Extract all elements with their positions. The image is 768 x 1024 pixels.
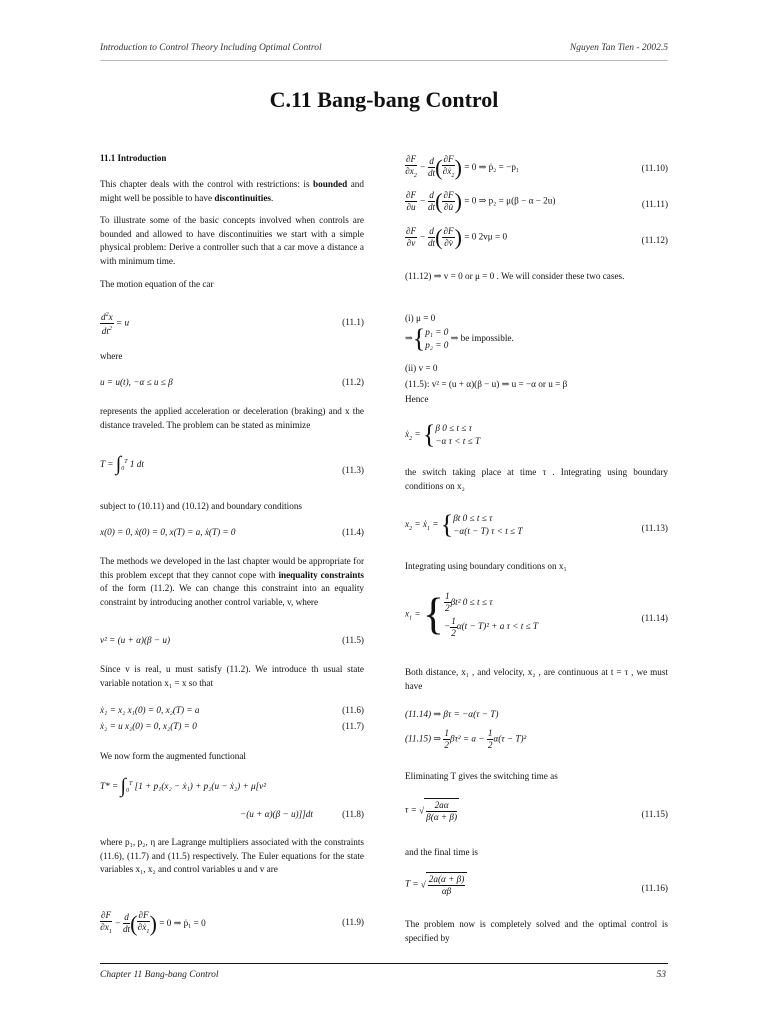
running-header-right: Nguyen Tan Tien - 2002.5 bbox=[569, 43, 668, 53]
equation-11-7: ẋ₂ = u x₂(0) = 0, x₂(T) = 0 (11.7) bbox=[100, 721, 364, 731]
continuity-eq-1: (11.14) ⇒ βτ = −α(τ − T) bbox=[405, 709, 499, 719]
equation-11-12: $\frac{\partial F}{\partial v}$ − $\frac{d}{dt}$ ( $\frac{\partial F}{\partial v̇}$ ) = 0 2vμ = 0 (11.12) bbox=[406, 224, 668, 250]
running-header-left: Introduction to Control Theory Including Optimal Control bbox=[100, 43, 322, 53]
footer-chapter: Chapter 11 Bang-bang Control bbox=[100, 970, 219, 980]
equation-11-5: v² = (u + α)(β − u) (11.5) bbox=[100, 635, 364, 645]
chapter-title: C.11 Bang-bang Control bbox=[269, 87, 499, 112]
case-i-system: ⇒{ p₁ = 0 p₂ = 0 ⇒ be impossible. bbox=[405, 324, 514, 353]
footer-rule bbox=[100, 963, 668, 964]
where-label-1: where bbox=[100, 351, 123, 361]
equation-11-16: T = √ $\frac{2a(\alpha + \beta)}{\alpha\beta}$ (11.16) bbox=[405, 874, 668, 896]
equation-11-13: $x_2$ = ẋ$_1$ = { βt 0 ≤ t ≤ τ −α(t − T) τ < t ≤ T (11.13) bbox=[405, 510, 668, 539]
equation-11-11: $\frac{\partial F}{\partial u}$ − $\frac{d}{dt}$ ( $\frac{\partial F}{\partial u̇}$ ) = 0 ⇒ p₂ = μ(β − α − 2u) (11.11) bbox=[406, 188, 668, 214]
paragraph-two-cases: (11.12) ⇒ v = 0 or μ = 0 . We will consider these two cases. bbox=[405, 271, 625, 281]
continuity-eq-2: (11.15) ⇒ $\frac{1}{2}$ βτ² = a − $\frac{1}{2}$ α(τ − T)² bbox=[405, 728, 527, 750]
paragraph-solved: The problem now is completely solved and the optimal control is specified by bbox=[405, 919, 668, 943]
paragraph-augmented: We now form the augmented functional bbox=[100, 751, 246, 761]
section-heading: 11.1 Introduction bbox=[100, 153, 167, 163]
hence-label: Hence bbox=[405, 394, 429, 404]
paragraph-final-time: and the final time is bbox=[405, 847, 478, 857]
paragraph-since-v: Since v is real, u must satisfy (11.2). We introduce th usual state variable notation x₁ = x so that bbox=[100, 664, 364, 688]
paragraph-intro: This chapter deals with the control with restrictions: is bounded and might well be possible to have discontinuities. bbox=[100, 179, 364, 203]
paragraph-continuous: Both distance, x₁ , and velocity, x₂ , are continuous at t = τ , we must have bbox=[405, 667, 668, 691]
x2dot-piecewise: ẋ$_2$ = { β 0 ≤ t ≤ τ −α τ < t ≤ T bbox=[405, 420, 481, 449]
paragraph-integrating-x1: Integrating using boundary conditions on x₁ bbox=[405, 561, 567, 571]
paragraph-represents: represents the applied acceleration or deceleration (braking) and x the distance traveled. The problem can be stated as minimize bbox=[100, 406, 364, 430]
equation-11-8: $T* = \int_0^T$ [1 + p₁(x₂ − ẋ₁) + p₂(u − ẋ₂) + μ[v² −(u + α)(β − u)]]dt (11.8) bbox=[100, 775, 364, 819]
header-rule bbox=[100, 60, 668, 61]
paragraph-motion: The motion equation of the car bbox=[100, 279, 214, 289]
equation-11-14: $x_1$ = { $\frac{1}{2}$ βt² 0 ≤ t ≤ τ − $\frac{1}{2}$ α(t − T)² + a τ < t ≤ T (11.14) bbox=[405, 589, 668, 639]
paragraph-subject-to: subject to (10.11) and (10.12) and boundary conditions bbox=[100, 501, 302, 511]
paragraph-lagrange: where p₁, p₂, η are Lagrange multipliers associated with the constraints (11.6), (11.7) and (11.5) respectively. The Euler equations for the state variables x₁, x₂ and control variables u and v are bbox=[100, 837, 364, 875]
equation-11-9: $\frac{\partial F}{\partial x_1}$ − $\frac{d}{dt}$ ( $\frac{\partial F}{\partial ẋ_1}$ ) = 0 ⇒ ṗ₁ = 0 (11.9) bbox=[100, 910, 364, 936]
equation-11-10: $\frac{\partial F}{\partial x_2}$ − $\frac{d}{dt}$ ( $\frac{\partial F}{\partial ẋ_2}$ ) = 0 ⇒ ṗ₂ = −p₁ (11.10) bbox=[405, 154, 668, 180]
equation-11-4: x(0) = 0, ẋ(0) = 0, x(T) = a, ẋ(T) = 0 (11.4) bbox=[100, 527, 364, 537]
paragraph-eliminating: Eliminating T gives the switching time as bbox=[405, 771, 558, 781]
equation-11-3: $T = \int_0^T$ 1 dt (11.3) bbox=[100, 453, 364, 476]
page-number: 53 bbox=[656, 970, 666, 980]
equation-11-1: $\frac{d^2x}{dt^2}$ = u (11.1) bbox=[101, 312, 364, 337]
case-i-label: (i) μ = 0 bbox=[405, 313, 436, 323]
equation-11-2: u = u(t), −α ≤ u ≤ β (11.2) bbox=[100, 377, 364, 387]
equation-11-15: τ = √ $\frac{2a\alpha}{\beta(\alpha + \beta)}$ (11.15) bbox=[405, 800, 668, 822]
case-ii-line: (11.5): v² = (u + α)(β − u) ⇒ u = −α or u = β bbox=[405, 379, 568, 389]
equation-11-6: ẋ₁ = x₂ x₁(0) = 0, x₂(T) = a (11.6) bbox=[100, 705, 364, 715]
paragraph-illustrate: To illustrate some of the basic concepts involved when controls are bounded and allowed to have discontinuities we start with a simple physical problem: Derive a controller such that a car move a distance a with minimum time. bbox=[100, 215, 364, 266]
case-ii-label: (ii) v = 0 bbox=[405, 363, 438, 373]
paragraph-methods: The methods we developed in the last chapter would be appropriate for this problem except that they cannot cope with inequality constraints of the form (11.2). We can change this constraint into an equality constraint by introducing another control variable, v, where bbox=[100, 556, 364, 607]
paragraph-switch: the switch taking place at time τ . Integrating using boundary conditions on x₂ bbox=[405, 467, 668, 491]
